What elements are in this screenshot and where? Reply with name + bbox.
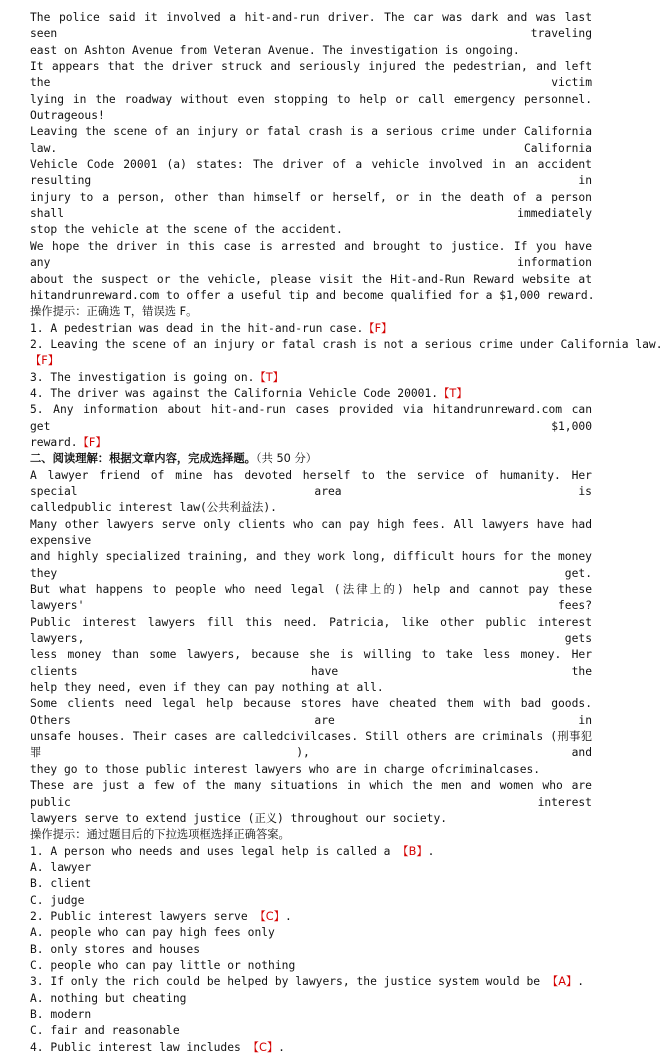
question-text: 3. If only the rich could be helped by lawyers, the justice system would be: [30, 975, 547, 989]
passage-line: and highly specialized training, and they work long, difficult hours for the money they get.: [30, 550, 592, 580]
question-text: 4. Public interest law includes: [30, 1040, 248, 1054]
question-tail: .: [278, 1040, 285, 1054]
question-tail: .: [577, 975, 585, 989]
tf-question-cont: [30, 353, 592, 369]
tf-question-cont: [30, 435, 592, 451]
question-text: 3. The investigation is going on.: [30, 370, 255, 384]
answer-dropdown[interactable]: 【C】: [254, 909, 285, 923]
mc-question: [30, 909, 592, 925]
mc-option: B. modern: [30, 1007, 92, 1021]
tf-instruction: 操作提示：正确选 T，错误选 F。: [30, 305, 198, 319]
mc-question-list: [30, 844, 592, 1056]
answer-dropdown[interactable]: 【A】: [546, 975, 578, 989]
answer-badge: 【T】: [254, 370, 284, 384]
passage-line: lawyers serve to extend justice (正义) throughout our society.: [30, 811, 448, 825]
tf-question: [30, 337, 663, 353]
passage-line: These are just a few of the many situations in which the men and women who are public interest: [30, 779, 592, 809]
question-text: 1. A person who needs and uses legal help is called a: [30, 844, 398, 858]
tf-question: [30, 402, 592, 435]
mc-question: [30, 1040, 592, 1056]
mc-option: C. fair and reasonable: [30, 1024, 180, 1038]
answer-badge: 【F】: [363, 321, 393, 335]
document-page: [30, 10, 663, 1056]
question-text: 1. A pedestrian was dead in the hit-and-run case.: [30, 321, 364, 335]
mc-option: C. judge: [30, 893, 85, 907]
passage-line: lying in the roadway without even stopping to help or call emergency personnel. Outrageous!: [30, 92, 592, 123]
question-tail: .: [427, 844, 435, 858]
mc-option: A. lawyer: [30, 860, 92, 874]
question-text: 2. Leaving the scene of an injury or fatal crash is not a serious crime under California law.: [30, 337, 663, 351]
question-text: 2. Public interest lawyers serve: [30, 909, 255, 923]
mc-option: C. people who can pay little or nothing: [30, 958, 296, 972]
question-text: 5. Any information about hit-and-run cases provided via hitandrunreward.com can get $1,000: [30, 403, 592, 433]
mc-instruction: 操作提示：通过题目后的下拉选项框选择正确答案。: [30, 828, 290, 842]
passage-line: unsafe houses. Their cases are calledcivilcases. Still others are criminals (刑事犯罪), and: [30, 730, 592, 760]
passage-line: they go to those public interest lawyers who are in charge ofcriminalcases.: [30, 762, 541, 776]
answer-dropdown[interactable]: 【C】: [247, 1040, 279, 1054]
mc-option: B. only stores and houses: [30, 942, 201, 956]
passage-line: The police said it involved a hit-and-run driver. The car was dark and was last seen traveling: [30, 11, 592, 41]
passage-line: injury to a person, other than himself or herself, or in the death of a person shall immediately: [30, 190, 592, 221]
section-heading: [30, 451, 592, 467]
tf-question: [30, 370, 592, 386]
question-tail: .: [284, 909, 292, 923]
passage-line: Public interest lawyers fill this need. Patricia, like other public interest lawyers, gets: [30, 615, 592, 646]
passage-line: Many other lawyers serve only clients who can pay high fees. All lawyers have had expensive: [30, 517, 592, 547]
answer-badge: 【F】: [30, 354, 60, 368]
passage-line: It appears that the driver struck and seriously injured the pedestrian, and left the victim: [30, 60, 592, 90]
question-text: 4. The driver was against the California Vehicle Code 20001.: [30, 386, 439, 400]
passage-line: But what happens to people who need legal (法律上的) help and cannot pay these lawyers' fees?: [30, 583, 592, 613]
mc-question: [30, 974, 592, 990]
section-title: 二、阅读理解：根据文章内容，完成选择题。: [30, 452, 256, 466]
tf-question: [30, 321, 592, 337]
passage-1: [30, 10, 595, 304]
mc-option: A. nothing but cheating: [30, 991, 187, 1005]
passage-line: stop the vehicle at the scene of the accident.: [30, 223, 343, 237]
mc-option: B. client: [30, 877, 92, 891]
passage-line: help they need, even if they can pay nothing at all.: [30, 681, 384, 695]
answer-dropdown[interactable]: 【B】: [397, 844, 428, 858]
section-score: （共 50 分）: [255, 452, 318, 466]
passage-line: less money than some lawyers, because she is willing to take less money. Her clients have the: [30, 648, 592, 678]
passage-line: about the suspect or the vehicle, please visit the Hit-and-Run Reward website at: [30, 272, 592, 286]
passage-line: hitandrunreward.com to offer a useful tip and become qualified for a $1,000 reward.: [30, 288, 595, 302]
mc-question: [30, 844, 592, 860]
answer-badge: 【T】: [438, 386, 468, 400]
question-text-cont: reward.: [30, 435, 78, 449]
passage-2: [30, 468, 592, 828]
passage-line: Vehicle Code 20001 (a) states: The driver of a vehicle involved in an accident resulting in: [30, 158, 592, 188]
tf-question: [30, 386, 592, 402]
passage-line: A lawyer friend of mine has devoted herself to the service of humanity. Her special area is: [30, 468, 592, 498]
passage-line: Leaving the scene of an injury or fatal crash is a serious crime under California law. California: [30, 125, 592, 155]
passage-line: We hope the driver in this case is arrested and brought to justice. If you have any information: [30, 239, 592, 270]
passage-line: calledpublic interest law(公共利益法).: [30, 501, 277, 515]
passage-line: east on Ashton Avenue from Veteran Avenue. The investigation is ongoing.: [30, 43, 520, 57]
tf-question-list: [30, 321, 663, 452]
mc-option: A. people who can pay high fees only: [30, 926, 275, 940]
answer-badge: 【F】: [77, 435, 107, 449]
passage-line: Some clients need legal help because stores have cheated them with bad goods. Others are in: [30, 697, 592, 727]
